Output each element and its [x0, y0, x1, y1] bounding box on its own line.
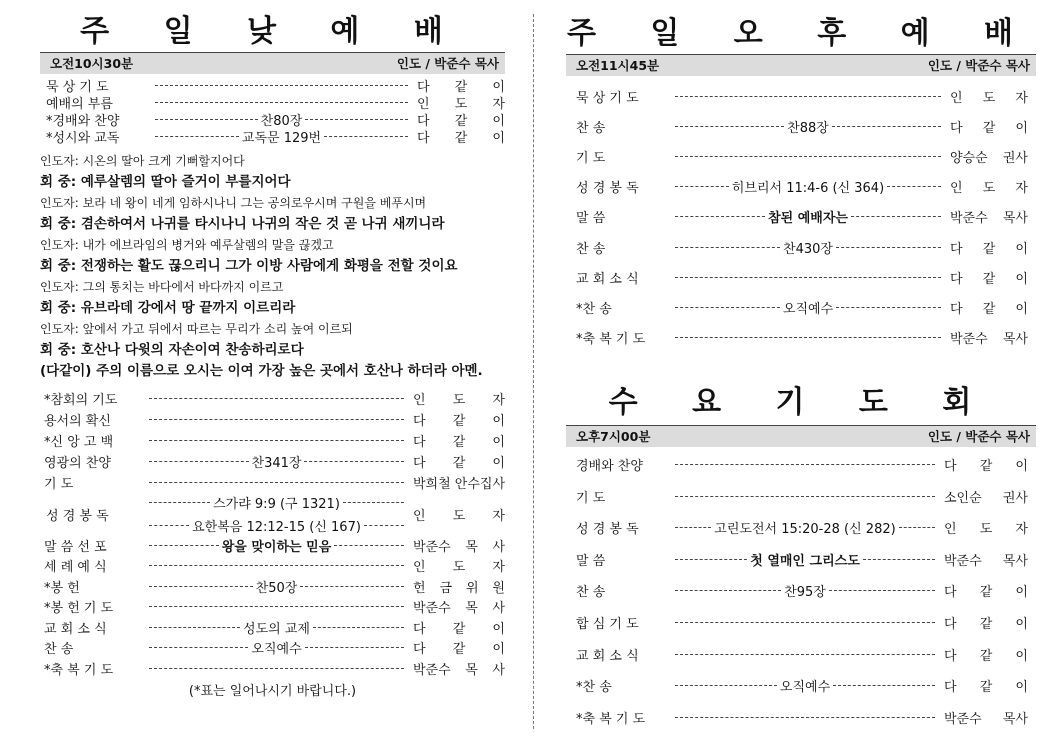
order-item-person: 다 같 이	[417, 131, 505, 146]
order-item-person: 다 같 이	[413, 642, 505, 658]
leader-line: 인도자: 앞에서 가고 뒤에서 따르는 무리가 소리 높여 이르되	[40, 322, 353, 336]
order-item-label: 기 도	[44, 477, 74, 492]
column-divider	[533, 14, 534, 729]
order-item-label: 합 심 기 도	[576, 616, 639, 632]
order-item	[576, 638, 1028, 670]
order-item-leader-line	[146, 398, 407, 399]
order-item-label: 찬 송	[576, 241, 606, 257]
order-item-person: 인 도 자	[944, 522, 1028, 538]
order-item-person: 다 같 이	[950, 120, 1028, 136]
order-item	[44, 638, 505, 659]
order-item	[576, 512, 1028, 544]
order-item-label: *참회의 기도	[44, 393, 118, 408]
order-item-person: 인 도 자	[950, 90, 1028, 106]
leader-line: 인도자: 시온의 딸아 크게 기뻐할지어다	[40, 154, 245, 168]
order-item-leader-line	[146, 638, 407, 657]
order-item-person: 다 같 이	[413, 414, 505, 429]
morning-order-1	[40, 74, 505, 145]
congregation-line: 회 중: 겸손하여서 나귀를 타시나니 나귀의 작은 것 곧 나귀 새끼니라	[40, 216, 445, 232]
order-item-leader-line	[672, 581, 938, 600]
order-item	[576, 670, 1028, 702]
order-item-label: 교 회 소 식	[44, 621, 107, 637]
order-item	[576, 480, 1028, 512]
morning-scripture-reading	[40, 493, 505, 535]
order-item-leader-line	[146, 482, 407, 483]
order-item-label: *신 앙 고 백	[44, 435, 114, 450]
order-item-leader-line	[672, 337, 944, 338]
order-item-label: 성 경 봉 독	[46, 508, 109, 524]
order-item-person: 다 같 이	[413, 456, 505, 471]
order-item-person: 다 같 이	[944, 648, 1028, 664]
order-item	[576, 607, 1028, 639]
leader-line: 인도자: 내가 에브라임의 병거와 예루살렘의 말을 끊겠고	[40, 238, 334, 252]
order-item-person: 박준수 목사	[950, 332, 1028, 348]
morning-order-3	[40, 535, 505, 679]
order-item	[46, 94, 505, 111]
order-item-leader-line	[672, 496, 938, 497]
order-item-leader-line	[146, 440, 407, 441]
order-item-label: 묵 상 기 도	[576, 90, 639, 106]
order-item-person: 소인순 권사	[944, 490, 1028, 506]
order-item	[576, 262, 1028, 292]
order-item	[46, 128, 505, 145]
order-item-person: 박준수 목사	[944, 711, 1028, 727]
order-item	[576, 575, 1028, 607]
order-item-detail: 고린도전서 15:20-28 (신 282)	[714, 522, 896, 538]
morning-leader: 인도 / 박준수 목사	[396, 56, 499, 71]
morning-order-2	[40, 382, 505, 493]
order-item-person: 다 같 이	[950, 271, 1028, 287]
order-item-label: 기 도	[576, 150, 606, 166]
morning-header-bar	[40, 52, 505, 74]
order-item	[46, 77, 505, 94]
order-item-leader-line	[672, 277, 944, 278]
order-item-leader-line	[146, 452, 407, 471]
order-item-label: *성시와 교독	[46, 131, 120, 146]
wednesday-leader: 인도 / 박준수 목사	[927, 428, 1030, 444]
order-item	[576, 232, 1028, 262]
order-item-leader-line	[672, 117, 944, 136]
order-item-leader-line	[672, 238, 944, 257]
order-item-leader-line	[146, 536, 407, 555]
order-item-person: 다 같 이	[413, 435, 505, 450]
standing-note: (*표는 일어나시기 바랍니다.)	[188, 683, 357, 699]
congregation-line: 회 중: 호산나 다윗의 자손이여 찬송하리로다	[40, 342, 304, 358]
order-item-label: 성 경 봉 독	[576, 181, 639, 197]
order-item-detail: 찬95장	[784, 585, 826, 601]
order-item-person: 다 같 이	[417, 80, 505, 95]
order-item	[576, 701, 1028, 733]
order-item-label: 말 씀 선 포	[44, 539, 107, 555]
order-item-person: 다 같 이	[944, 458, 1028, 474]
order-item-person: 다 같 이	[944, 680, 1028, 696]
order-item-person: 다 같 이	[944, 585, 1028, 601]
order-item-label: 경배와 찬양	[576, 458, 643, 474]
order-item-label: 찬 송	[576, 585, 606, 601]
order-item	[44, 388, 505, 409]
order-item-detail: 첫 열매인 그리스도	[750, 553, 860, 569]
order-item-label: 영광의 찬양	[44, 456, 111, 471]
order-item-leader-line	[152, 127, 411, 146]
order-item-person: 헌 금 위 원	[413, 580, 505, 596]
congregation-line: 회 중: 예루살렘의 딸아 즐거이 부를지어다	[40, 174, 291, 190]
order-item-label: 성 경 봉 독	[576, 522, 639, 538]
order-item-person: 양승순 권사	[950, 150, 1028, 166]
order-item	[44, 576, 505, 597]
wednesday-header-bar	[566, 425, 1036, 447]
morning-time: 오전10시30분	[50, 56, 134, 71]
wednesday-order	[566, 447, 1036, 733]
order-item-leader-line	[672, 622, 938, 623]
order-item-label: *축 복 기 도	[44, 662, 114, 678]
order-item-person: 박희철 안수집사	[413, 477, 506, 492]
order-item-person: 다 같 이	[944, 616, 1028, 632]
right-column	[566, 0, 1036, 733]
afternoon-order	[566, 76, 1036, 353]
responsive-reading	[40, 145, 505, 382]
afternoon-time: 오전11시45분	[576, 58, 660, 73]
afternoon-title: 주 일 오 후 예 배	[566, 16, 1036, 51]
order-item	[44, 430, 505, 451]
order-item-person: 다 같 이	[417, 114, 505, 129]
order-item-detail: 찬341장	[251, 456, 302, 471]
order-item-leader-line	[672, 676, 938, 695]
order-item-leader-line	[146, 606, 407, 607]
order-item-person: 박준수 목사	[950, 211, 1028, 227]
order-item-leader-line	[672, 156, 944, 157]
order-item-leader-line	[146, 419, 407, 420]
order-item-leader-line	[672, 177, 944, 196]
order-item-detail: 왕을 맞이하는 믿음	[221, 539, 332, 555]
order-item	[576, 111, 1028, 141]
order-item-label: *축 복 기 도	[576, 711, 646, 727]
order-item-person: 다 같 이	[413, 621, 505, 637]
order-item-label: 용서의 확신	[44, 414, 111, 429]
order-item-label: *경배와 찬양	[46, 114, 120, 129]
order-item	[44, 658, 505, 679]
order-item-leader-line	[672, 464, 938, 465]
order-item-detail: 오직예수	[779, 680, 831, 696]
order-item-detail: 참된 예배자는	[768, 211, 848, 227]
scripture-reference	[146, 516, 407, 535]
order-item-leader-line	[672, 654, 938, 655]
order-item-leader-line	[152, 85, 411, 86]
order-item-detail: 성도의 교제	[243, 621, 310, 637]
order-item	[576, 323, 1028, 353]
order-item	[44, 472, 505, 493]
order-item-leader-line	[672, 298, 944, 317]
leader-line: 인도자: 그의 통치는 바다에서 바다까지 이르고	[40, 280, 284, 294]
order-item	[46, 111, 505, 128]
order-item-detail: 찬88장	[787, 120, 829, 136]
order-item-detail: 히브리서 11:4-6 (신 364)	[731, 181, 885, 197]
order-item-detail: 찬50장	[255, 580, 298, 596]
order-item-label: 찬 송	[44, 642, 74, 658]
congregation-line: 회 중: 전쟁하는 활도 끊으리니 그가 이방 사람에게 화평을 전할 것이요	[40, 258, 458, 274]
order-item-leader-line	[146, 577, 407, 596]
order-item-label: 기 도	[576, 490, 606, 506]
scripture-text: 요한복음 12:12-15 (신 167)	[192, 520, 361, 535]
order-item	[576, 81, 1028, 111]
wednesday-time: 오후7시00분	[576, 428, 651, 444]
order-item	[44, 556, 505, 577]
morning-title: 주 일 낮 예 배	[80, 14, 465, 49]
order-item-person: 다 같 이	[950, 301, 1028, 317]
order-item	[44, 451, 505, 472]
order-item-label: 묵 상 기 도	[46, 80, 109, 95]
order-item-person: 박준수 목 사	[413, 601, 505, 617]
order-item-label: *찬 송	[576, 680, 612, 696]
order-item-person: 인 도 자	[413, 393, 505, 408]
scripture-text: 스가랴 9:9 (구 1321)	[213, 497, 340, 512]
leader-line: 인도자: 보라 네 왕이 네게 임하시나니 그는 공의로우시며 구원을 베푸시며	[40, 196, 427, 210]
order-item	[576, 292, 1028, 322]
order-item-person: 박준수 목사	[944, 553, 1028, 569]
order-item-label: *봉 헌	[44, 580, 80, 596]
order-item-label: 교 회 소 식	[576, 271, 639, 287]
order-item-label: *찬 송	[576, 301, 612, 317]
order-item-leader-line	[146, 668, 407, 669]
order-item-leader-line	[152, 102, 411, 103]
order-item-label: 교 회 소 식	[576, 648, 639, 664]
order-item	[576, 543, 1028, 575]
morning-service	[40, 0, 505, 699]
unison-line: (다같이) 주의 이름으로 오시는 이여 가장 높은 곳에서 호산나 하더라 아멘.	[40, 363, 483, 379]
order-item-person: 박준수 목 사	[413, 662, 505, 678]
order-item-label: 말 씀	[576, 211, 606, 227]
order-item-label: *봉 헌 기 도	[44, 601, 114, 617]
order-item-label: 세 례 예 식	[44, 560, 107, 576]
order-item-detail: 찬430장	[783, 241, 833, 257]
wednesday-title: 수 요 기 도 회	[608, 384, 994, 420]
order-item-leader-line	[672, 717, 938, 718]
order-item-leader-line	[146, 565, 407, 566]
order-item-leader-line	[672, 550, 938, 569]
order-item-label: *축 복 기 도	[576, 332, 646, 348]
order-item-person: 인 도 자	[413, 508, 505, 524]
order-item-detail: 교독문 129번	[241, 131, 322, 146]
order-item-person: 인 도 자	[417, 97, 505, 112]
order-item	[44, 535, 505, 556]
order-item	[44, 597, 505, 618]
order-item-leader-line	[672, 518, 938, 537]
order-item-detail: 오직예수	[782, 301, 834, 317]
order-item-detail: 오직예수	[251, 642, 302, 658]
afternoon-leader: 인도 / 박준수 목사	[927, 58, 1030, 73]
afternoon-header-bar	[566, 54, 1036, 76]
order-item	[576, 449, 1028, 481]
order-item-label: 예배의 부름	[46, 97, 113, 112]
scripture-reference	[146, 493, 407, 512]
order-item-label: 찬 송	[576, 120, 606, 136]
order-item-person: 박준수 목 사	[413, 539, 505, 555]
order-item-person: 인 도 자	[413, 560, 505, 576]
congregation-line: 회 중: 유브라데 강에서 땅 끝까지 이르리라	[40, 300, 296, 316]
order-item	[44, 409, 505, 430]
order-item	[44, 617, 505, 638]
order-item	[46, 493, 505, 535]
order-item	[576, 202, 1028, 232]
order-item-leader-line	[146, 618, 407, 637]
order-item-label: 말 씀	[576, 553, 606, 569]
order-item-detail: 찬80장	[260, 114, 303, 129]
order-item-person: 인 도 자	[950, 181, 1028, 197]
order-item	[576, 172, 1028, 202]
order-item-leader-line	[672, 96, 944, 97]
order-item-leader-line	[672, 207, 944, 226]
order-item-person: 다 같 이	[950, 241, 1028, 257]
order-item	[576, 141, 1028, 171]
